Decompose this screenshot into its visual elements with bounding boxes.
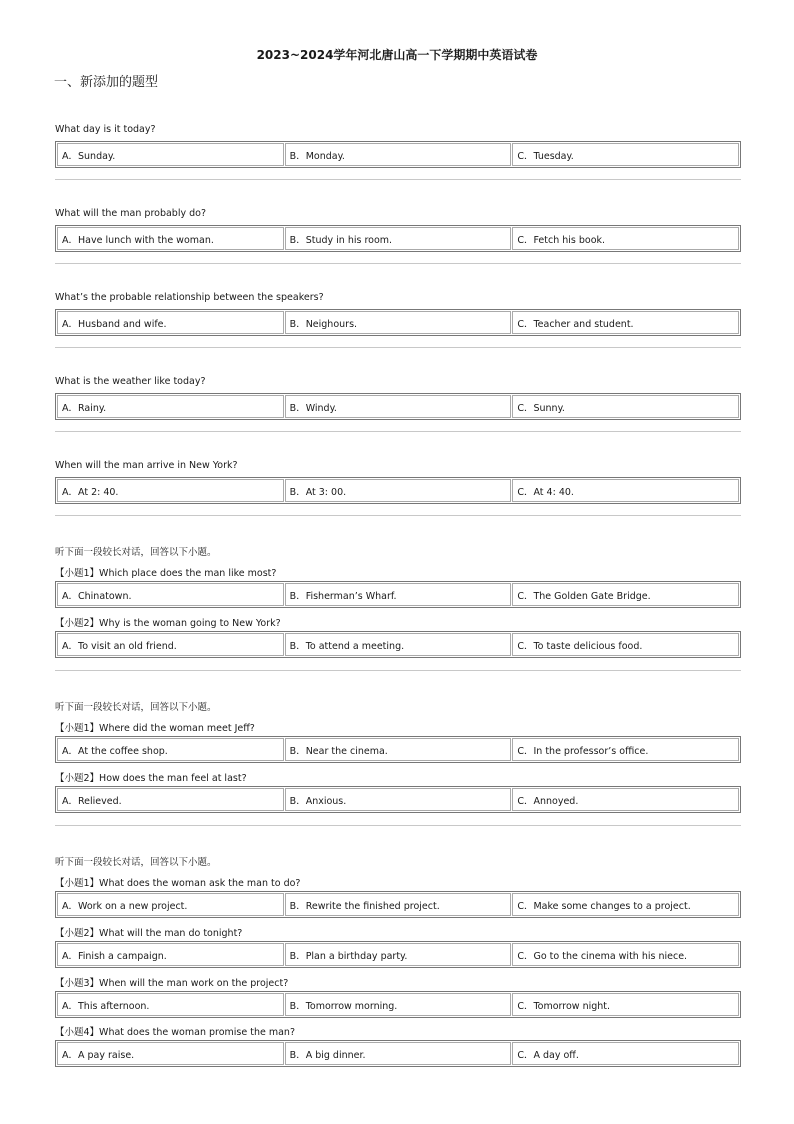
option-b[interactable]: B．At 3: 00. xyxy=(285,479,512,502)
option-c[interactable]: C．To taste delicious food. xyxy=(512,633,739,656)
question-text: 【小题3】When will the man work on the project? xyxy=(55,978,289,989)
option-a[interactable]: A．Sunday. xyxy=(57,143,284,166)
question-text: What will the man probably do? xyxy=(55,208,207,219)
divider xyxy=(55,179,741,180)
group-intro: 听下面一段较长对话，回答以下小题。 xyxy=(55,857,217,868)
option-c[interactable]: C．Annoyed. xyxy=(512,788,739,811)
option-c[interactable]: C．A day off. xyxy=(512,1042,739,1065)
question-text: 【小题2】Why is the woman going to New York? xyxy=(55,618,281,629)
question-text: What day is it today? xyxy=(55,124,156,135)
question-text: 【小题2】How does the man feel at last? xyxy=(55,773,247,784)
option-b[interactable]: B．Rewrite the finished project. xyxy=(285,893,512,916)
options-row xyxy=(55,786,741,813)
divider xyxy=(55,670,741,671)
option-a[interactable]: A．Work on a new project. xyxy=(57,893,284,916)
group-intro: 听下面一段较长对话，回答以下小题。 xyxy=(55,702,217,713)
option-a[interactable]: A．Rainy. xyxy=(57,395,284,418)
page-title: 2023~2024学年河北唐山高一下学期期中英语试卷 xyxy=(256,48,538,62)
option-b[interactable]: B．Near the cinema. xyxy=(285,738,512,761)
option-a[interactable]: A．To visit an old friend. xyxy=(57,633,284,656)
option-c[interactable]: C．Teacher and student. xyxy=(512,311,739,334)
option-a[interactable]: A．Have lunch with the woman. xyxy=(57,227,284,250)
options-row xyxy=(55,309,741,336)
option-b[interactable]: B．Fisherman’s Wharf. xyxy=(285,583,512,606)
option-b[interactable]: B．Anxious. xyxy=(285,788,512,811)
question-text: 【小题4】What does the woman promise the man? xyxy=(55,1027,295,1038)
option-a[interactable]: A．At 2: 40. xyxy=(57,479,284,502)
option-a[interactable]: A．Finish a campaign. xyxy=(57,943,284,966)
option-a[interactable]: A．Chinatown. xyxy=(57,583,284,606)
option-c[interactable]: C．In the professor’s office. xyxy=(512,738,739,761)
options-row xyxy=(55,581,741,608)
divider xyxy=(55,825,741,826)
divider xyxy=(55,263,741,264)
option-c[interactable]: C．Tomorrow night. xyxy=(512,993,739,1016)
question-text: When will the man arrive in New York? xyxy=(55,460,238,471)
options-row xyxy=(55,393,741,420)
option-b[interactable]: B．Plan a birthday party. xyxy=(285,943,512,966)
options-row xyxy=(55,891,741,918)
option-c[interactable]: C．Sunny. xyxy=(512,395,739,418)
option-c[interactable]: C．The Golden Gate Bridge. xyxy=(512,583,739,606)
option-b[interactable]: B．Monday. xyxy=(285,143,512,166)
question-text: What is the weather like today? xyxy=(55,376,206,387)
options-row xyxy=(55,1040,741,1067)
option-c[interactable]: C．Tuesday. xyxy=(512,143,739,166)
option-c[interactable]: C．Go to the cinema with his niece. xyxy=(512,943,739,966)
group-intro: 听下面一段较长对话，回答以下小题。 xyxy=(55,547,217,558)
option-c[interactable]: C．Make some changes to a project. xyxy=(512,893,739,916)
options-row xyxy=(55,225,741,252)
option-a[interactable]: A．This afternoon. xyxy=(57,993,284,1016)
option-b[interactable]: B．Tomorrow morning. xyxy=(285,993,512,1016)
option-a[interactable]: A．Husband and wife. xyxy=(57,311,284,334)
option-a[interactable]: A．A pay raise. xyxy=(57,1042,284,1065)
question-text: What’s the probable relationship between the speakers? xyxy=(55,292,324,303)
options-row xyxy=(55,631,741,658)
section-title: 一、新添加的题型 xyxy=(54,75,159,90)
option-b[interactable]: B．Study in his room. xyxy=(285,227,512,250)
option-c[interactable]: C．Fetch his book. xyxy=(512,227,739,250)
divider xyxy=(55,515,741,516)
options-row xyxy=(55,736,741,763)
option-b[interactable]: B．To attend a meeting. xyxy=(285,633,512,656)
options-row xyxy=(55,941,741,968)
option-a[interactable]: A．Relieved. xyxy=(57,788,284,811)
option-b[interactable]: B．A big dinner. xyxy=(285,1042,512,1065)
question-text: 【小题1】What does the woman ask the man to do? xyxy=(55,878,301,889)
option-a[interactable]: A．At the coffee shop. xyxy=(57,738,284,761)
question-text: 【小题1】Which place does the man like most? xyxy=(55,568,277,579)
question-text: 【小题2】What will the man do tonight? xyxy=(55,928,243,939)
option-c[interactable]: C．At 4: 40. xyxy=(512,479,739,502)
option-b[interactable]: B．Windy. xyxy=(285,395,512,418)
options-row xyxy=(55,477,741,504)
divider xyxy=(55,347,741,348)
divider xyxy=(55,431,741,432)
question-text: 【小题1】Where did the woman meet Jeff? xyxy=(55,723,255,734)
options-row xyxy=(55,991,741,1018)
option-b[interactable]: B．Neighours. xyxy=(285,311,512,334)
options-row xyxy=(55,141,741,168)
